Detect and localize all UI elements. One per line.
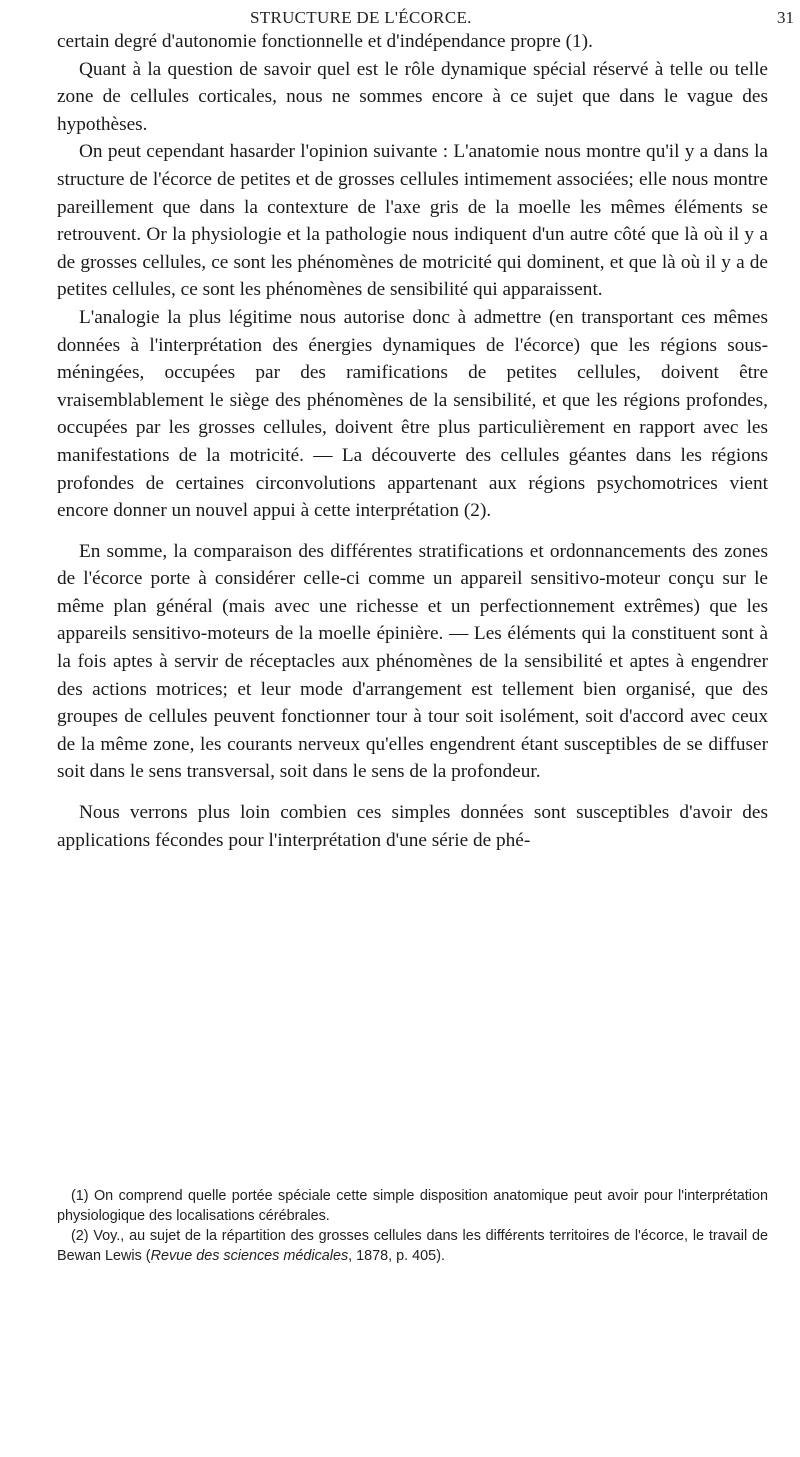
footnotes: [57, 1186, 768, 1266]
paragraph-hypothesis: On peut cependant hasarder l'opinion suivante : L'anatomie nous montre qu'il y a dans la structure de l'écorce de petites et de grosses cellules intimement associées; elle nous montre pareillement que dans la contexture de l'axe gris de la moelle les mêmes éléments se retrouvent. Or la physiologie et la pathologie nous indiquent d'un autre côté que là où il y a de grosses cellules, ce sont les phénomènes de motricité qui dominent, et que là où il y a de petites cellules, ce sont les phénomènes de sensibilité qui apparaissent.: [57, 141, 768, 301]
footnote-2-citation: , 1878, p. 405).: [348, 1248, 445, 1264]
paragraph-question: Quant à la question de savoir quel est le rôle dynamique spécial réservé à telle ou telle zone de cellules corticales, nous ne sommes encore à ce sujet que dans le vague des hypothèses.: [57, 58, 768, 135]
footnote-2: [57, 1226, 768, 1266]
footnote-2-journal: Revue des sciences médicales: [150, 1248, 349, 1264]
running-title: STRUCTURE DE L'ÉCORCE.: [250, 8, 472, 27]
page-number: 31: [777, 8, 794, 27]
body-text: [57, 28, 768, 854]
footnote-1: (1) On comprend quelle portée spéciale cette simple disposition anatomique peut avoir pour l'interprétation physiologique des localisations cérébrales.: [57, 1188, 768, 1224]
paragraph-analogy: L'analogie la plus légitime nous autorise donc à admettre (en transportant ces mêmes données à l'interprétation des énergies dynamiques de l'écorce) que les régions sous-méningées, occupées par des ramifications de petites cellules, doivent être vraisemblablement le siège des phénomènes de la sensibilité, et que les régions profondes, occupées par les grosses cellules, doivent être plus particulièrement en rapport avec les manifestations de la motricité. — La découverte des cellules géantes dans les régions profondes de certaines circonvolutions appartenant aux régions psychomotrices vient encore donner un nouvel appui à cette interprétation (2).: [57, 306, 768, 522]
paragraph-outlook: Nous verrons plus loin combien ces simples données sont susceptibles d'avoir des applications fécondes pour l'interprétation d'une série de phé-: [57, 802, 768, 851]
footnote-2-text: (2) Voy., au sujet de la répartition des grosses cellules dans les différents territoires de l'écorce, le travail de Bewan Lewis (: [57, 1228, 768, 1264]
paragraph-summary: En somme, la comparaison des différentes stratifications et ordonnancements des zones de l'écorce porte à considérer celle-ci comme un appareil sensitivo-moteur conçu sur le même plan général (mais avec une richesse et un perfectionnement extrêmes) que les appareils sensitivo-moteurs de la moelle épinière. — Les éléments qui la constituent sont à la fois aptes à servir de réceptacles aux phénomènes de la sensibilité et aptes à engendrer des actions motrices; et leur mode d'arrangement est tellement bien organisé, que des groupes de cellules peuvent fonctionner tour à tour soit isolément, soit d'accord avec ceux de la même zone, les courants nerveux qu'elles engendrent étant susceptibles de se diffuser soit dans le sens transversal, soit dans le sens de la profondeur.: [57, 540, 768, 783]
paragraph-continuation: certain degré d'autonomie fonctionnelle et d'indépendance propre (1).: [57, 31, 593, 52]
